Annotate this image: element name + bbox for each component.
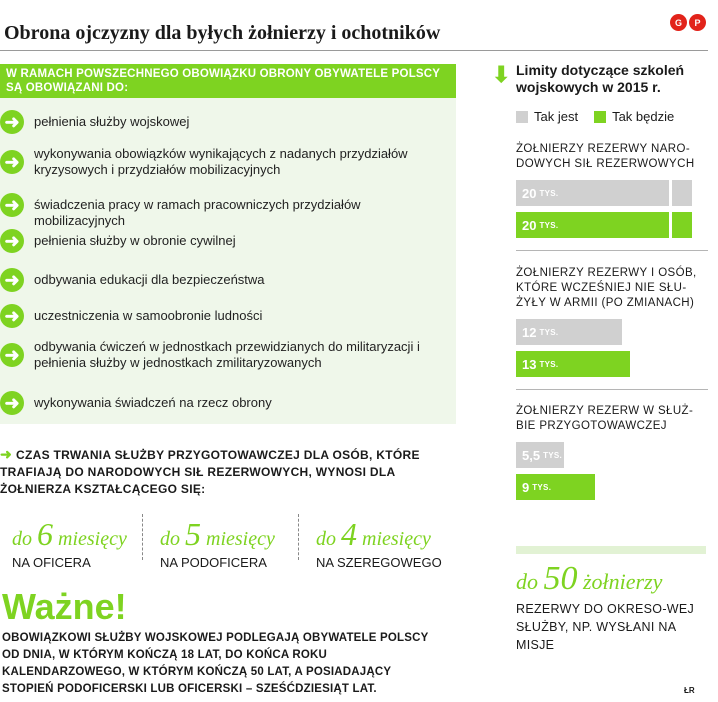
legend-item-current [516, 109, 578, 124]
bar-unit-label: TYS. [539, 220, 559, 230]
duration-officer [12, 516, 127, 570]
duration-header [0, 446, 440, 498]
bar-planned [516, 212, 692, 238]
duration-prefix: do [316, 528, 336, 550]
bar-unit-label: TYS. [539, 327, 559, 337]
publisher-logo [670, 14, 706, 32]
highlight-unit: żołnierzy [583, 569, 663, 594]
duty-text: odbywania edukacji dla bezpieczeństwa [34, 272, 265, 287]
chart-legend [516, 109, 690, 124]
duration-arrow-icon: ➜ [0, 446, 13, 462]
duration-unit: miesięcy [58, 528, 127, 550]
highlight-figure [516, 560, 662, 598]
bar-unit-label: TYS. [532, 482, 552, 492]
legend-label: Tak będzie [612, 109, 675, 124]
bar-value-label: 12 [522, 324, 537, 340]
legend-swatch [516, 111, 528, 123]
arrow-right-icon: ➜ [0, 193, 24, 217]
duration-number: 6 [37, 516, 53, 552]
duration-separator [142, 514, 143, 560]
category-label-line: ŻOŁNIERZY REZERWY NARO- [516, 143, 691, 155]
bar-current [516, 442, 564, 468]
page-title: Obrona ojczyzny dla byłych żołnierzy i ochotników [4, 22, 441, 44]
logo-letter-p: P [689, 14, 706, 31]
category-label-line: ŻOŁNIERZY REZERWY I OSÓB, [516, 267, 697, 279]
chart-arrow-icon: ⬇ [492, 62, 511, 87]
duty-text: pełnienia służby wojskowej [34, 114, 190, 129]
axis-break-mark [669, 212, 672, 238]
bar-unit-label: TYS. [539, 188, 559, 198]
arrow-right-icon: ➜ [0, 343, 24, 367]
arrow-right-icon: ➜ [0, 304, 24, 328]
highlight-description: REZERWY DO OKRESO-WEJ SŁUŻBY, NP. WYSŁANI NA MISJE [516, 602, 695, 652]
category-label-line: KTÓRE WCZEŚNIEJ NIE SŁU- [516, 282, 687, 294]
duty-text: świadczenia pracy w ramach pracowniczych przydziałów mobilizacyjnych [34, 197, 361, 228]
duration-unit: miesięcy [206, 528, 275, 550]
arrow-right-icon: ➜ [0, 391, 24, 415]
author-credit: ŁR [684, 686, 695, 695]
bar-current [516, 180, 692, 206]
duty-text: pełnienia służby w obronie cywilnej [34, 233, 236, 248]
category-label [516, 404, 693, 434]
important-body: OBOWIĄZKOWI SŁUŻBY WOJSKOWEJ PODLEGAJĄ OBYWATELE POLSCY OD DNIA, W KTÓRYM KOŃCZĄ 18 LAT, DO KOŃCA ROKU KALENDARZOWEGO, W KTÓRYM KOŃCZĄ 50 LAT, A POSIADAJĄCY STOPIEŃ PODOFICERSKI LUB OFICERSKI – SZEŚĆDZIESIĄT LAT. [2, 632, 429, 695]
duration-header-text: CZAS TRWANIA SŁUŻBY PRZYGOTOWAWCZEJ DLA OSÓB, KTÓRE TRAFIAJĄ DO NARODOWYCH SIŁ REZERWOWYCH, WYNOSI DLA ŻOŁNIERZA KSZTAŁCĄCEGO SIĘ: [0, 448, 420, 496]
category-label-line: DOWYCH SIŁ REZERWOWYCH [516, 158, 695, 170]
bar-planned [516, 474, 595, 500]
arrow-right-icon: ➜ [0, 229, 24, 253]
duty-text: wykonywania świadczeń na rzecz obrony [34, 395, 272, 410]
duration-number: 4 [341, 516, 357, 552]
category-label [516, 266, 697, 311]
duration-prefix: do [12, 528, 32, 550]
legend-item-planned [594, 109, 674, 124]
arrow-right-icon: ➜ [0, 110, 24, 134]
category-label-line: BIE PRZYGOTOWAWCZEJ [516, 420, 667, 432]
category-label-line: ŻYŁY W ARMII (PO ZMIANACH) [516, 297, 695, 309]
logo-letter-g: G [670, 14, 687, 31]
duration-rank: NA SZEREGOWEGO [316, 555, 442, 570]
legend-label: Tak jest [534, 109, 579, 124]
duty-text: odbywania ćwiczeń w jednostkach przewidzianych do militaryzacji i pełnienia służby w jednostkach zmilitaryzowanych [34, 339, 420, 370]
duty-text: uczestniczenia w samoobronie ludności [34, 308, 263, 323]
duty-text: wykonywania obowiązków wynikających z nadanych przydziałów kryzysowych i przydziałów mobilizacyjnych [34, 146, 408, 177]
bar-value-label: 20 [522, 185, 537, 201]
bar-unit-label: TYS. [539, 359, 559, 369]
arrow-right-icon: ➜ [0, 268, 24, 292]
duration-private [316, 516, 442, 570]
duties-header: W RAMACH POWSZECHNEGO OBOWIĄZKU OBRONY OBYWATELE POLSCY SĄ OBOWIĄZANI DO: [0, 64, 456, 98]
duration-prefix: do [160, 528, 180, 550]
chart-title: Limity dotyczące szkoleń wojskowych w 2015 r. [516, 62, 685, 95]
bar-value-label: 5,5 [522, 447, 541, 463]
duration-nco [160, 516, 275, 570]
group-divider [516, 250, 708, 251]
duration-rank: NA OFICERA [12, 555, 91, 570]
highlight-number: 50 [543, 560, 578, 597]
duration-separator [298, 514, 299, 560]
bar-planned [516, 351, 630, 377]
group-divider [516, 389, 708, 390]
bar-current [516, 319, 622, 345]
bar-unit-label: TYS. [543, 450, 563, 460]
important-heading: Ważne! [2, 586, 127, 627]
bar-value-label: 20 [522, 217, 537, 233]
category-label [516, 142, 695, 172]
highlight-prefix: do [516, 569, 538, 594]
arrow-right-icon: ➜ [0, 150, 24, 174]
bar-value-label: 13 [522, 356, 537, 372]
legend-swatch [594, 111, 606, 123]
duration-unit: miesięcy [362, 528, 431, 550]
axis-break-mark [669, 180, 672, 206]
title-divider [0, 50, 708, 51]
bar-value-label: 9 [522, 479, 530, 495]
duration-rank: NA PODOFICERA [160, 555, 267, 570]
duration-number: 5 [185, 516, 201, 552]
category-label-line: ŻOŁNIERZY REZERW W SŁUŻ- [516, 405, 694, 417]
